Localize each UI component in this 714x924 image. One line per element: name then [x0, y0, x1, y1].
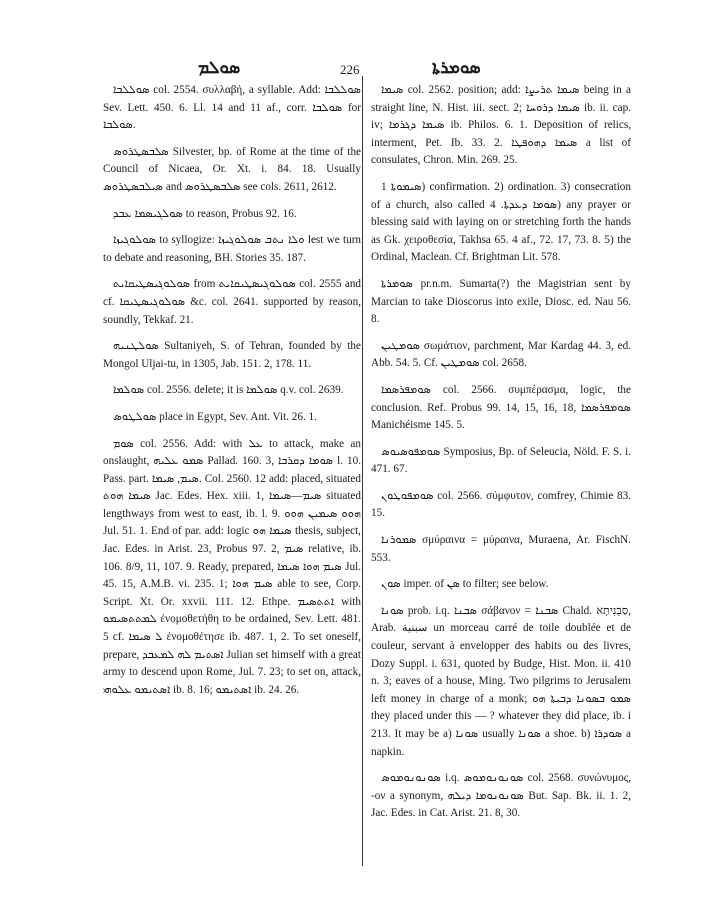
dictionary-entry: ܣܘܠܛܘܣ place in Egypt, Sev. Ant. Vit. 26. 1. — [113, 410, 317, 423]
dictionary-entry: ܣܘܠܘܓܝܙܐ to syllogize: ܘܠܐ ܢܬܒ ܣܘܠܘܓܝܙܐ lest we turn to debate and reasoning, BH. Stories 35. 187. — [103, 234, 362, 264]
dictionary-entry: ܣܝܡܐ col. 2562. position; add: ܣܝܡܐ ܬܪܝܨܐ being in a straight line, N. Hist. iii. sect. 2; ܣܝܡܐ ܕܪܘܚܐ ib. ii. cap. iv; ܣܝܡܐ ܕܓܪܡܐ ib. Philos. 6. 1. Deposition of relics, interment, Pet. Ib. 33. 2. ܣܝܡܐ ܕܗܘܦܛܐ a list of consulates, Chron. Min. 269. 25. — [371, 84, 632, 167]
left-column — [103, 82, 361, 708]
dictionary-entry: ܣܝܡܘܬܐ 1) confirmation. 2) ordination. 3) consecration of a church, also called ܣܘܡܐ ܕܥܕܬܐ. 4) any prayer or blessing said with laying on or stretching forth the hands as Gk. χειροθεσία, Takhsa 65. 4 af., 72. 17, 73. 8. 5) the Ordinal, Maclean. Cf. Brightman Lit. 578. — [371, 180, 631, 264]
dictionary-entry: ܣܘܠܡܐ col. 2556. delete; it is ܣܘܠܡܐ q.v. col. 2639. — [113, 384, 344, 397]
dictionary-entry: ܣܘܡܪܬܐ pr.n.m. Sumarta(?) the Magistrian sent by Marcian to take Dioscorus into exile, Diosc. ed. Nau 56. 8. — [371, 277, 631, 326]
dictionary-entry: ܣܘܡܦܘܛܘܢ col. 2566. σύμφυτον, comfrey, Chimie 83. 15. — [371, 489, 631, 520]
running-head-left: ܣܘܠܡ — [198, 58, 241, 77]
page-number: 226 — [340, 62, 360, 77]
dictionary-entry: ܣܘܡܦܪܣܡܐ col. 2566. συμπέρασμα, logic, the conclusion. Ref. Probus 99. 14, 15, 16, 18, ܣܘܡܦܪܣܡܐ Manichéisme 145. 5. — [371, 383, 631, 432]
dictionary-entry: ܣܘܢ imper. of ܣܢ to filter; see below. — [381, 578, 549, 591]
column-divider — [362, 76, 363, 866]
dictionary-entry: ܣܘܡ col. 2556. Add: with ܥܠ to attack, make an onslaught, ܣܡܘ ܥܠܝܗ Pallad. 160. 3, ܣܘܡܐ ܕܩܪܒܐ l. 10. Pass. part. ܣܝܡ, ܣܝܡܐ. Col. 2560. 12 add: placed, situated ܣܝܡܐ ܗܘܬ Jac. Edes. Hex. xiii. 1, ܣܝܡ—ܣܝܡܐ situated lengthways from west to east, ib. l. 9. ܗܘܘ ܣܝܡܝܢ ܗܘܘ Jul. 51. 1. End of par. add: logic ܣܝܡܐ ܗܘ thesis, subject, Jac. Edes. in Arist. 23, Probus 97. 2, ܣܝܡ relative, ib. 106. 8/9, 11, 107. 9. Ready, prepared, ܣܝܡ ܗܘܐ ܣܝܡܐ Jul. 45. 15, A.M.B. vi. 235. 1; ܣܝܡ ܗܘܐ able to see, Corp. Script. Xt. Or. xxvii. 111. 12. Ethpe. ܐܬܬܣܝܡ with ܠܡܬܬܣܝܡܘ ἐνομοθετήθη to be ordained, Sev. Lett. 481. 5 cf. ܠ ܣܝܡܐ ἐνομοθέτησε ib. 487. 1, 2. To set oneself, prepare, ܐܣܬܝܡ ܠܗ ܠܡܥܒܕ Julian set himself with a great army to descend upon Rome, Jul. 7. 23; to set on, attack, ܐܣܬܝܡܘ ܥܠܘܗܝ ib. 8. 16; ܐܣܬܝܡܘ ib. 24. 26. — [103, 437, 362, 696]
dictionary-entry: ܣܘܠܘܓܝܣܛܝܩܐܝܬ from ܣܘܠܘܓܝܣܛܝܩܐܝܬ col. 2555 and cf. ܣܘܠܘܓܝܣܛܝܩܐ &c. col. 2641. supported by reason, soundly, Tekkaf. 21. — [103, 278, 362, 326]
dictionary-entry: ܣܘܡܛܝܢ σωμάτιον, parchment, Mar Kardag 44. 3, ed. Abb. 54. 5. Cf. ܣܘܡܛܝܢ col. 2658. — [371, 339, 631, 370]
dictionary-entry: ܣܘܠܛܢܝܗ Sultaniyeh, S. of Tehran, founded by the Mongol Uljai-tu, in 1305, Jab. 151. 2, 178. 11. — [103, 340, 361, 370]
dictionary-entry: ܣܘܠܠܒܐ col. 2554. συλλαβή, a syllable. Add: ܣܘܠܠܒܐ Sev. Lett. 450. 6. Ll. 14 and 11 af., corr. ܣܘܠܒܐ for ܣܘܠܒܐ. — [103, 84, 362, 132]
right-column — [371, 82, 631, 832]
dictionary-entry: ܣܘܢܐ prob. i.q. ܣܒܢܐ σάβανον = ܣܒܢܐ Chald. סַבְנִיתָא, Arab. سبنية un morceau carré de toile doublée et de couleur, servant à envelopper des habits ou des livres, Dozy Suppl. i. 631, quoted by Budge, Hist. Mon. ii. 410 n. 3; eaves of a house, Ming. Two pilgrims to Jerusalem left money in charge of a monk; ܣܡܘ ܒܣܘܢܐ ܕܒܝܬܐ ܗܘ they placed under this — ? whatever they did place, ib. i 213. It may be a) ܣܘܢܐ usually ܣܘܢܐ a shoe. b) ܣܘܕܪܐ a napkin. — [371, 604, 631, 758]
dictionary-entry: ܣܡܘܪܢܐ σμύραινα = μύραινα, Muraena, Ar. FischN. 553. — [371, 534, 631, 564]
running-head-right: ܣܘܡܪܬܐ — [432, 58, 481, 77]
dictionary-entry: ܣܘܡܦܘܣܝܘܣ Symposius, Bp. of Seleucia, Nöld. F. S. i. 471. 67. — [371, 445, 631, 476]
dictionary-entry: ܣܠܒܣܛܪܘܣ Silvester, bp. of Rome at the time of the Council of Nicaea, Or. Xt. i. 84. 18. Usually ܣܝܠܒܣܛܪܘܣ and ܣܠܒܣܛܪܘܣ see cols. 2611, 2612. — [103, 145, 361, 193]
dictionary-entry: ܣܘܠܓܝܣܡܐ ܥܒܕ to reason, Probus 92. 16. — [113, 207, 297, 220]
dictionary-entry: ܣܘܢܘܢܘܡܘܣ i.q. ܣܘܢܘܢܘܡܘܣ col. 2568. συνώνυμος, -ον a synonym, ܣܘܢܘܢܘܡܐ ܕܝܠܗ But. Sap. Bk. ii. 1. 2, Jac. Edes. in Cat. Arist. 21. 8, 30. — [371, 772, 632, 820]
